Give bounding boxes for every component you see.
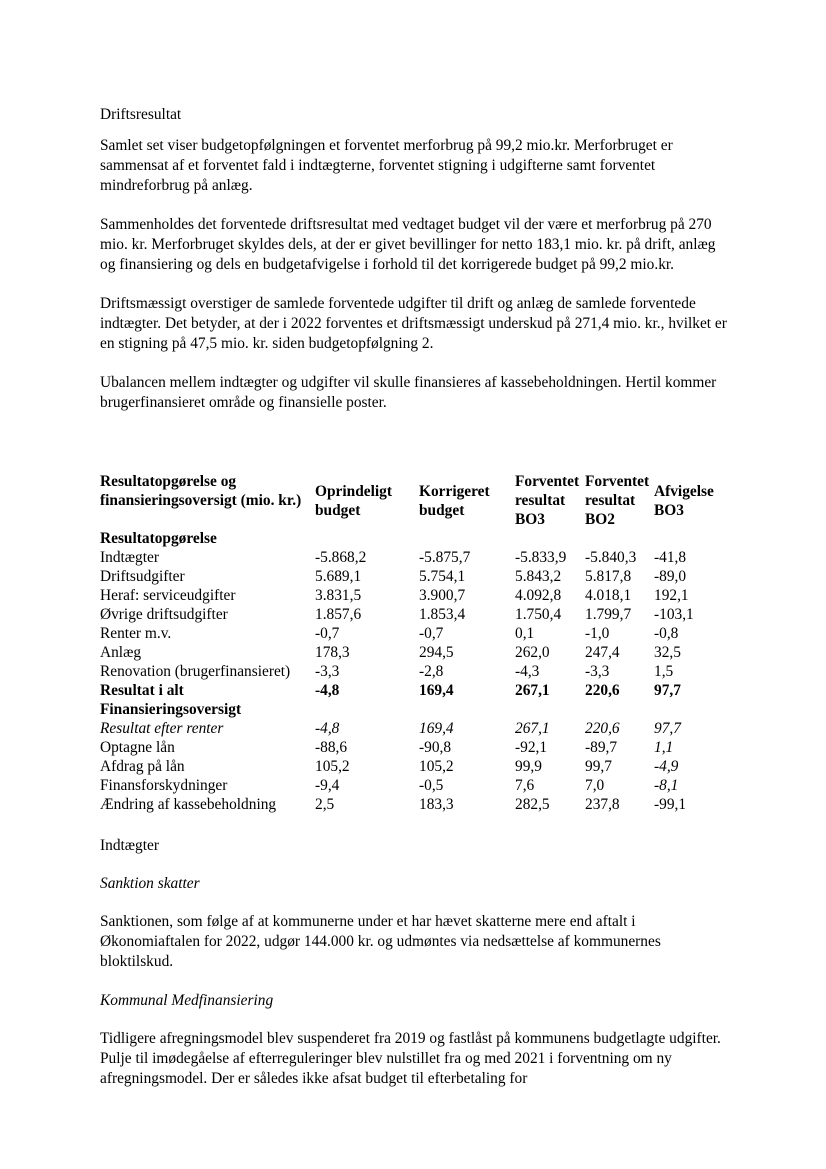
row-label: Anlæg	[100, 644, 142, 661]
row-label: Finansforskydninger	[100, 777, 228, 794]
table-header-row	[100, 472, 730, 529]
cell-v3: 0,1	[515, 625, 535, 642]
cell-v3: 7,6	[515, 777, 535, 794]
cell-v5: 1,5	[654, 663, 674, 680]
cell-v2: -0,5	[419, 777, 444, 794]
row-label: Optagne lån	[100, 739, 175, 756]
cell-v1: -4,8	[315, 720, 340, 737]
row-label: Heraf: serviceudgifter	[100, 587, 236, 604]
table-row	[100, 605, 730, 624]
row-label: Renter m.v.	[100, 625, 172, 642]
section-label-resultat: Resultatopgørelse	[100, 530, 217, 547]
table-section-row	[100, 700, 730, 719]
cell-v5: -89,0	[654, 568, 687, 585]
subheading-kommunal-medfinansiering: Kommunal Medfinansiering	[100, 992, 274, 1009]
cell-v4: -3,3	[585, 663, 610, 680]
cell-v2: 1.853,4	[419, 606, 466, 623]
cell-v2: -2,8	[419, 663, 444, 680]
section-label-finansiering: Finansieringsoversigt	[100, 701, 242, 718]
cell-v4: -1,0	[585, 625, 610, 642]
cell-v5: -41,8	[654, 549, 687, 566]
cell-v5: 32,5	[654, 644, 681, 661]
table-row-total	[100, 681, 730, 700]
cell-v1: 178,3	[315, 644, 350, 661]
cell-v4: 5.817,8	[585, 568, 632, 585]
cell-v2: 169,4	[419, 682, 454, 699]
section-heading-indtaegter: Indtægter	[100, 837, 159, 854]
cell-v3: 1.750,4	[515, 606, 562, 623]
cell-v3: 282,5	[515, 796, 550, 813]
document-page	[100, 105, 730, 1108]
paragraph-medfinansiering: Tidligere afregningsmodel blev suspenderet fra 2019 og fastlåst på kommunens budgetlagte udgifter. Pulje til imødegåelse af efterreguleringer blev nulstillet fra og med 2021 i forventning om ny afregningsmodel. Der er således ikke afsat budget til efterbetaling for	[100, 1030, 721, 1087]
cell-v4: 99,7	[585, 758, 612, 775]
paragraph-4: Ubalancen mellem indtægter og udgifter vil skulle finansieres af kassebeholdningen. Hertil kommer brugerfinansieret område og finansielle poster.	[100, 374, 717, 411]
cell-v1: -0,7	[315, 625, 340, 642]
cell-v4: 220,6	[585, 682, 620, 699]
cell-v4: 237,8	[585, 796, 620, 813]
cell-v5: 97,7	[654, 720, 681, 737]
cell-v3: -92,1	[515, 739, 548, 756]
cell-v1: -88,6	[315, 739, 348, 756]
table-row	[100, 643, 730, 662]
cell-v2: -0,7	[419, 625, 444, 642]
cell-v3: 267,1	[515, 720, 550, 737]
financial-table	[100, 472, 730, 814]
cell-v1: 1.857,6	[315, 606, 362, 623]
cell-v2: -90,8	[419, 739, 452, 756]
cell-v2: 169,4	[419, 720, 454, 737]
cell-v5: 192,1	[654, 587, 689, 604]
cell-v3: -5.833,9	[515, 549, 567, 566]
paragraph-3: Driftsmæssigt overstiger de samlede forventede udgifter til drift og anlæg de samlede forventede indtægter. Det betyder, at der i 2022 forventes et driftsmæssigt underskud på 271,4 mio. kr., hvilket er en stigning på 47,5 mio. kr. siden budgetopfølgning 2.	[100, 295, 727, 352]
table-row	[100, 757, 730, 776]
cell-v5: 1,1	[654, 739, 674, 756]
paragraph-sanktion: Sanktionen, som følge af at kommunerne under et har hævet skatterne mere end aftalt i Økonomiaftalen for 2022, udgør 144.000 kr. og udmøntes via nedsættelse af kommunernes bloktilskud.	[100, 913, 661, 970]
table-row	[100, 662, 730, 681]
cell-v5: -4,9	[654, 758, 679, 775]
row-label: Indtægter	[100, 549, 159, 566]
paragraph-1: Samlet set viser budgetopfølgningen et forventet merforbrug på 99,2 mio.kr. Merforbruget er sammensat af et forventet fald i indtægterne, forventet stigning i udgifterne samt forventet mindreforbrug på anlæg.	[100, 137, 673, 194]
paragraph-2: Sammenholdes det forventede driftsresultat med vedtaget budget vil der være et merforbrug på 270 mio. kr. Merforbruget skyldes dels, at der er givet bevillinger for netto 183,1 mio. kr. på drift, anlæg og finansiering og dels en budgetafvigelse i forhold til det korrigerede budget på 99,2 mio.kr.	[100, 216, 716, 273]
spacer	[100, 814, 730, 836]
row-label: Driftsudgifter	[100, 568, 185, 585]
cell-v1: -9,4	[315, 777, 340, 794]
cell-v4: 4.018,1	[585, 587, 632, 604]
table-section-row	[100, 529, 730, 548]
header-oprindeligt-budget: Oprindeligt budget	[315, 482, 392, 519]
table-row	[100, 624, 730, 643]
row-label: Resultat i alt	[100, 682, 184, 699]
header-korrigeret-budget: Korrigeret budget	[419, 482, 490, 519]
table-row	[100, 586, 730, 605]
cell-v3: 267,1	[515, 682, 550, 699]
cell-v4: -89,7	[585, 739, 618, 756]
cell-v5: -103,1	[654, 606, 694, 623]
table-row	[100, 567, 730, 586]
cell-v5: 97,7	[654, 682, 681, 699]
table-row	[100, 548, 730, 567]
header-forventet-bo3: Forventet resultat BO3	[515, 473, 580, 528]
cell-v3: 5.843,2	[515, 568, 562, 585]
table-row	[100, 795, 730, 814]
cell-v1: 2,5	[315, 796, 335, 813]
cell-v3: -4,3	[515, 663, 540, 680]
cell-v1: 3.831,5	[315, 587, 362, 604]
spacer	[100, 432, 730, 472]
subheading-sanktion-skatter: Sanktion skatter	[100, 875, 200, 892]
cell-v3: 4.092,8	[515, 587, 562, 604]
table-row	[100, 776, 730, 795]
cell-v2: 105,2	[419, 758, 454, 775]
row-label: Øvrige driftsudgifter	[100, 606, 228, 623]
row-label: Resultat efter renter	[100, 720, 224, 737]
cell-v4: 7,0	[585, 777, 605, 794]
cell-v1: -3,3	[315, 663, 340, 680]
cell-v1: -5.868,2	[315, 549, 367, 566]
table-row-result-after-interest	[100, 719, 730, 738]
cell-v1: -4,8	[315, 682, 340, 699]
cell-v2: 294,5	[419, 644, 454, 661]
table-row	[100, 738, 730, 757]
cell-v4: -5.840,3	[585, 549, 637, 566]
cell-v1: 5.689,1	[315, 568, 362, 585]
cell-v5: -8,1	[654, 777, 679, 794]
row-label: Renovation (brugerfinansieret)	[100, 663, 291, 680]
header-forventet-bo2: Forventet resultat BO2	[585, 473, 650, 528]
row-label: Ændring af kassebeholdning	[100, 796, 277, 813]
cell-v1: 105,2	[315, 758, 350, 775]
cell-v2: 5.754,1	[419, 568, 466, 585]
row-label: Afdrag på lån	[100, 758, 185, 775]
cell-v2: -5.875,7	[419, 549, 471, 566]
header-afvigelse-bo3: Afvigelse BO3	[654, 482, 714, 519]
cell-v2: 183,3	[419, 796, 454, 813]
header-label: Resultatopgørelse og finansieringsoversigt (mio. kr.)	[100, 473, 302, 509]
section-heading-driftsresultat: Driftsresultat	[100, 106, 182, 123]
cell-v5: -0,8	[654, 625, 679, 642]
cell-v4: 1.799,7	[585, 606, 632, 623]
cell-v3: 99,9	[515, 758, 542, 775]
cell-v4: 247,4	[585, 644, 620, 661]
cell-v3: 262,0	[515, 644, 550, 661]
cell-v4: 220,6	[585, 720, 620, 737]
cell-v5: -99,1	[654, 796, 687, 813]
cell-v2: 3.900,7	[419, 587, 466, 604]
